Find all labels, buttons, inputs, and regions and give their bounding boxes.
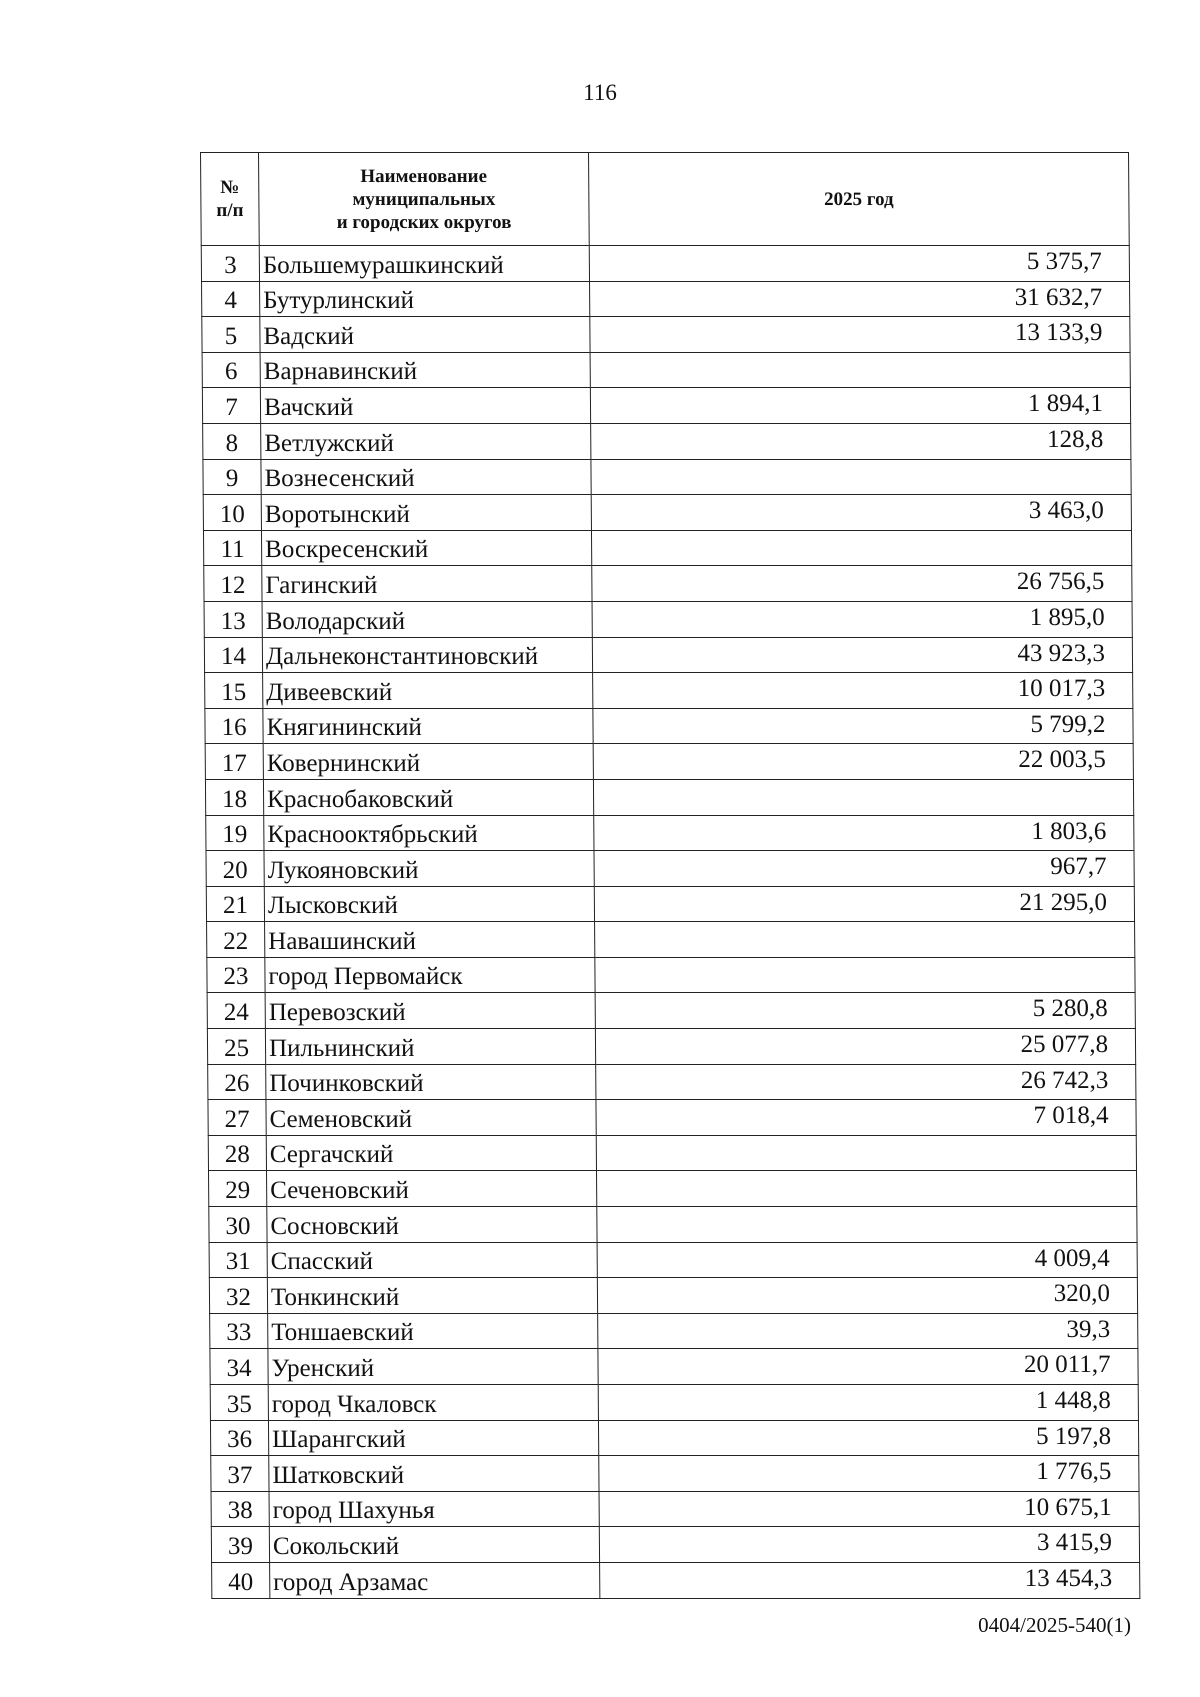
table-row <box>207 993 1135 1029</box>
row-name-cell: город Первомайск <box>265 957 595 993</box>
table-row <box>202 352 1130 388</box>
row-name-cell: город Арзамас <box>270 1562 600 1598</box>
row-value-cell <box>596 1135 1136 1171</box>
row-number-cell: 19 <box>206 815 264 851</box>
row-value-cell: 26 742,3 <box>596 1064 1136 1100</box>
row-number-cell: 9 <box>203 459 261 495</box>
table-row <box>205 673 1133 709</box>
row-number-cell: 36 <box>210 1420 268 1456</box>
row-number-cell: 8 <box>203 423 261 459</box>
row-number-cell: 11 <box>203 530 261 566</box>
header-num-line-1: № <box>220 177 240 198</box>
row-value-cell: 5 375,7 <box>589 246 1129 282</box>
row-number-cell: 22 <box>207 922 265 958</box>
row-name-cell: Лукояновский <box>264 851 594 887</box>
table-row <box>204 566 1132 602</box>
table-row <box>210 1385 1138 1421</box>
row-name-cell: Большемурашкинский <box>259 246 589 282</box>
row-name-cell: Воротынский <box>261 495 591 531</box>
row-name-cell: Навашинский <box>265 922 595 958</box>
table-row <box>204 637 1132 673</box>
row-name-cell: Ветлужский <box>261 423 591 459</box>
table-row <box>204 601 1132 637</box>
row-value-cell: 1 894,1 <box>590 388 1130 424</box>
table-row <box>207 957 1135 993</box>
row-number-cell: 30 <box>209 1207 267 1243</box>
table-row <box>207 1029 1135 1065</box>
header-value: 2025 год <box>589 153 1130 246</box>
row-number-cell: 32 <box>209 1278 267 1314</box>
row-value-cell: 1 895,0 <box>592 601 1132 637</box>
row-number-cell: 24 <box>207 993 265 1029</box>
row-value-cell: 21 295,0 <box>594 886 1134 922</box>
row-number-cell: 4 <box>202 281 260 317</box>
row-name-cell: Володарский <box>262 601 592 637</box>
row-number-cell: 10 <box>203 495 261 531</box>
row-number-cell: 5 <box>202 317 260 353</box>
row-name-cell: Дальнеконстантиновский <box>262 637 592 673</box>
row-name-cell: Сеченовский <box>267 1171 597 1207</box>
header-num-line-2: п/п <box>216 200 244 221</box>
row-name-cell: Семеновский <box>266 1100 596 1136</box>
header-name-line-2: муниципальных <box>352 188 496 210</box>
row-number-cell: 29 <box>209 1171 267 1207</box>
table-row <box>209 1242 1137 1278</box>
row-number-cell: 35 <box>210 1385 268 1421</box>
table-row <box>211 1456 1139 1492</box>
row-value-cell: 25 077,8 <box>595 1029 1135 1065</box>
row-name-cell: Сосновский <box>267 1207 597 1243</box>
row-number-cell: 38 <box>211 1491 269 1527</box>
row-name-cell: Ковернинский <box>263 744 593 780</box>
row-value-cell: 10 017,3 <box>593 673 1133 709</box>
header-name-line-1: Наименование <box>360 165 488 187</box>
row-value-cell <box>597 1207 1137 1243</box>
row-name-cell: Тоншаевский <box>268 1313 598 1349</box>
row-name-cell: Тонкинский <box>267 1278 597 1314</box>
row-number-cell: 12 <box>204 566 262 602</box>
table-row <box>211 1527 1139 1563</box>
row-number-cell: 16 <box>205 708 263 744</box>
row-value-cell: 26 756,5 <box>592 566 1132 602</box>
row-name-cell: Спасский <box>267 1242 597 1278</box>
row-name-cell: Перевозский <box>265 993 595 1029</box>
row-number-cell: 13 <box>204 601 262 637</box>
row-value-cell: 4 009,4 <box>597 1242 1137 1278</box>
row-name-cell: Починковский <box>266 1064 596 1100</box>
table-row <box>208 1064 1136 1100</box>
row-name-cell: город Шахунья <box>269 1491 599 1527</box>
row-number-cell: 15 <box>205 673 263 709</box>
table-row <box>202 388 1130 424</box>
row-name-cell: Сокольский <box>269 1527 599 1563</box>
row-number-cell: 39 <box>211 1527 269 1563</box>
page-number: 116 <box>583 80 617 105</box>
row-value-cell: 1 776,5 <box>599 1456 1139 1492</box>
row-number-cell: 28 <box>208 1135 266 1171</box>
row-number-cell: 34 <box>210 1349 268 1385</box>
row-number-cell: 20 <box>206 851 264 887</box>
row-value-cell: 320,0 <box>597 1278 1137 1314</box>
table-row <box>210 1420 1138 1456</box>
row-number-cell: 23 <box>207 957 265 993</box>
table-row <box>210 1313 1138 1349</box>
row-name-cell: Вознесенский <box>261 459 591 495</box>
row-value-cell: 7 018,4 <box>596 1100 1136 1136</box>
table-row <box>208 1100 1136 1136</box>
table-row <box>209 1278 1137 1314</box>
row-value-cell: 1 448,8 <box>598 1385 1138 1421</box>
header-name-line-3: и городских округов <box>336 211 512 233</box>
row-name-cell: Вадский <box>260 317 590 353</box>
row-name-cell: Краснобаковский <box>263 779 593 815</box>
row-name-cell: Пильнинский <box>265 1029 595 1065</box>
row-number-cell: 31 <box>209 1242 267 1278</box>
row-number-cell: 26 <box>208 1064 266 1100</box>
table-row <box>212 1562 1140 1598</box>
row-value-cell: 13 133,9 <box>590 317 1130 353</box>
table-row <box>203 495 1131 531</box>
row-name-cell: Воскресенский <box>261 530 591 566</box>
table-row <box>203 530 1131 566</box>
row-name-cell: Гагинский <box>262 566 592 602</box>
row-value-cell: 128,8 <box>591 423 1131 459</box>
row-value-cell <box>593 779 1133 815</box>
row-number-cell: 18 <box>205 779 263 815</box>
table-header-row <box>201 153 1130 246</box>
table-row <box>206 851 1134 887</box>
row-value-cell: 3 463,0 <box>591 495 1131 531</box>
row-name-cell: Уренский <box>268 1349 598 1385</box>
row-number-cell: 3 <box>201 246 259 282</box>
table-row <box>205 744 1133 780</box>
row-number-cell: 25 <box>207 1029 265 1065</box>
row-name-cell: Вачский <box>260 388 590 424</box>
row-name-cell: Княгининский <box>263 708 593 744</box>
table-row <box>202 317 1130 353</box>
row-name-cell: Варнавинский <box>260 352 590 388</box>
row-value-cell: 5 280,8 <box>595 993 1135 1029</box>
table-row <box>203 459 1131 495</box>
row-value-cell <box>591 459 1131 495</box>
table-container <box>200 152 1140 1599</box>
row-value-cell <box>595 957 1135 993</box>
row-value-cell: 43 923,3 <box>592 637 1132 673</box>
row-number-cell: 40 <box>212 1562 270 1598</box>
row-value-cell: 5 799,2 <box>593 708 1133 744</box>
row-number-cell: 33 <box>210 1313 268 1349</box>
row-number-cell: 7 <box>202 388 260 424</box>
row-name-cell: Дивеевский <box>263 673 593 709</box>
row-name-cell: Сергачский <box>266 1135 596 1171</box>
row-value-cell <box>591 530 1131 566</box>
row-name-cell: Краснооктябрьский <box>264 815 594 851</box>
table-row <box>205 708 1133 744</box>
table-row <box>207 922 1135 958</box>
document-code: 0404/2025-540(1) <box>978 1613 1131 1637</box>
table-row <box>209 1171 1137 1207</box>
table-row <box>201 246 1129 282</box>
row-value-cell: 20 011,7 <box>598 1349 1138 1385</box>
row-value-cell: 10 675,1 <box>599 1491 1139 1527</box>
table-body <box>201 246 1140 1599</box>
row-value-cell: 3 415,9 <box>599 1527 1139 1563</box>
row-value-cell: 13 454,3 <box>600 1562 1140 1598</box>
row-value-cell: 5 197,8 <box>598 1420 1138 1456</box>
row-value-cell <box>590 352 1130 388</box>
row-name-cell: город Чкаловск <box>268 1385 598 1421</box>
table-row <box>203 423 1131 459</box>
row-name-cell: Шарангский <box>268 1420 598 1456</box>
row-name-cell: Лысковский <box>264 886 594 922</box>
table-row <box>202 281 1130 317</box>
table-row <box>210 1349 1138 1385</box>
table-row <box>205 779 1133 815</box>
table-row <box>208 1135 1136 1171</box>
row-value-cell: 1 803,6 <box>594 815 1134 851</box>
header-num <box>201 153 260 246</box>
row-number-cell: 17 <box>205 744 263 780</box>
row-number-cell: 6 <box>202 352 260 388</box>
table-row <box>211 1491 1139 1527</box>
row-value-cell: 967,7 <box>594 851 1134 887</box>
row-value-cell: 31 632,7 <box>590 281 1130 317</box>
table-row <box>206 886 1134 922</box>
row-value-cell: 39,3 <box>598 1313 1138 1349</box>
header-name <box>259 153 590 246</box>
row-value-cell: 22 003,5 <box>593 744 1133 780</box>
row-number-cell: 21 <box>206 886 264 922</box>
row-number-cell: 14 <box>204 637 262 673</box>
row-value-cell <box>595 922 1135 958</box>
row-name-cell: Шатковский <box>269 1456 599 1492</box>
municipal-table <box>200 152 1140 1599</box>
table-row <box>206 815 1134 851</box>
table-row <box>209 1207 1137 1243</box>
row-name-cell: Бутурлинский <box>260 281 590 317</box>
row-number-cell: 37 <box>211 1456 269 1492</box>
row-number-cell: 27 <box>208 1100 266 1136</box>
row-value-cell <box>597 1171 1137 1207</box>
